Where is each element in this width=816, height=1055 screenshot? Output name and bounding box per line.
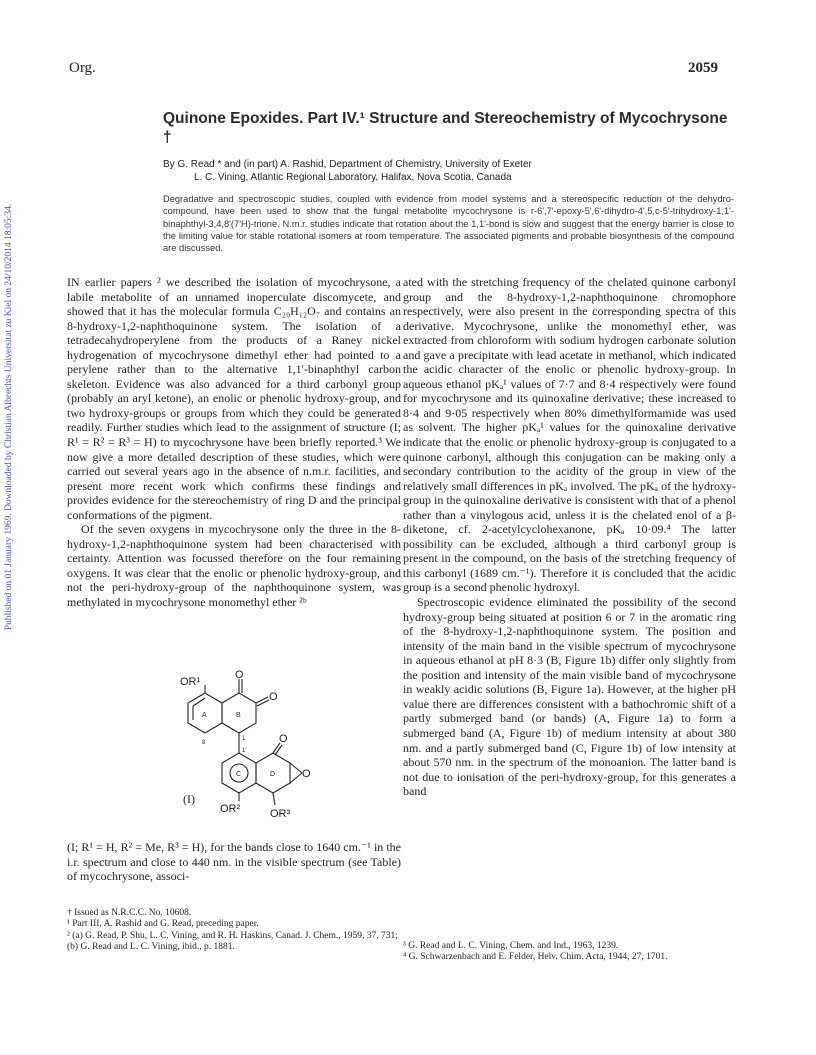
body-paragraph: ated with the stretching frequency of the chelated quinone carbonyl group and the 8-hydroxy-1,2-naphthoquinone chromophore respectively, were also present in the corresponding spectra of this derivative. Mycochrysone, unlike the monomethyl ether, was extracted from chloroform with sodium hydrogen carbonate solution and gave a precipitate with lead acetate in methanol, which indicated the acidic character of the enolic or phenolic hydroxy-group. In aqueous ethanol pKₐ¹ values of 7·7 and 8·4 respectively were found for mycochrysone and its quinoxaline derivative; these increased to 8·4 and 9·05 respectively when 80% dimethylformamide was used as solvent. The higher pKₐ¹ values for the quinoxaline derivative indicate that the enolic or phenolic hydroxy-group is conjugated to a quinone carbonyl, although this conjugation can be making only a secondary contribution to the acidity of the group in view of the relatively small differences in pKₐ involved. The pKₐ of the hydroxy-group in the quinoxaline derivative is consistent with that of a phenol rather than a vinylogous acid, unless it is the chelated enol of a β-diketone, cf. 2-acetylcyclohexanone, pKₐ 10·09.⁴ The latter possibility can be excluded, although a third carbonyl group is present in the compound, on the basis of the stretching frequency of this carbonyl (1689 cm.⁻¹). Therefore it is concluded that the acidic group is a second phenolic hydroxyl. bbox=[403, 275, 736, 595]
footnote: ³ G. Read and L. C. Vining, Chem. and Ind., 1963, 1239. bbox=[403, 941, 619, 951]
or2-label: OR² bbox=[220, 803, 241, 815]
download-watermark-text: Published on 01 January 1969. Downloaded by Christian Albrechts Universitat zu Kiel on 24/10/2014 18:05:34. bbox=[4, 203, 14, 631]
position-8-label: 8 bbox=[202, 740, 206, 746]
body-paragraph: IN earlier papers ² we described the isolation of mycochrysone, a labile metabolite of an unnamed inoperculate discomycete, and showed that it has the molecular formula C₂₀H₁₂O₇ and contains an 8-hydroxy-1,2-naphthoquinone system. The isolation of a tetradecahydroperylene from the products of a Raney nickel hydrogenation of mycochrysone dimethyl ether had pointed to a perylene rather than to the alternative 1,1'-binaphthyl carbon skeleton. Evidence was also advanced for a third carbonyl group (probably an aryl ketone), an enolic or phenolic hydroxy-group, and two hydroxy-groups or groups from which they could be generated readily. Further studies which lead to the assignment of structure (I; R¹ = R² = R³ = H) to mycochrysone have been briefly reported.³ We now give a more detailed description of these studies, which were carried out several years ago in the absence of n.m.r. facilities, and present more recent work which confirms these findings and provides evidence for the stereochemistry of ring D and the principal conformations of the pigment. bbox=[67, 275, 401, 522]
compound-label: (I) bbox=[183, 792, 195, 806]
footnote: ² (a) G. Read, P. Shu, L. C. Vining, and R. H. Haskins, Canad. J. Chem., 1959, 37, 731; (b) G. Read and L. C. Vining, ibid., p. 1881. bbox=[67, 930, 398, 952]
position-1prime-label: 1' bbox=[242, 748, 247, 754]
carbonyl-o-right: O bbox=[269, 691, 278, 703]
article-title: Quinone Epoxides. Part IV.¹ Structure and Stereochemistry of Mycochrysone † bbox=[163, 110, 728, 146]
chemical-structure-I bbox=[162, 667, 342, 832]
authors-line-2: L. C. Vining, Atlantic Regional Laboratory, Halifax, Nova Scotia, Canada bbox=[194, 172, 512, 183]
footnote: ¹ Part III, A. Rashid and G. Read, preceding paper. bbox=[67, 919, 259, 930]
body-paragraph: (I; R¹ = H, R² = Me, R³ = H), for the bands close to 1640 cm.⁻¹ in the i.r. spectrum and close to 440 nm. in the visible spectrum (see Table) of mycochrysone, associ- bbox=[67, 840, 401, 884]
journal-section: Org. bbox=[69, 60, 96, 76]
download-watermark bbox=[2, 150, 16, 690]
body-paragraph: Of the seven oxygens in mycochrysone only the three in the 8-hydroxy-1,2-naphthoquinone system had been characterised with certainty. Attention was focussed therefore on the four remaining oxygens. It was clear that the enolic or phenolic hydroxy-group, and not the peri-hydroxy-group of the naphthoquinone system, was methylated in mycochrysone monomethyl ether ²ᵇ bbox=[67, 522, 401, 610]
left-column-bottom bbox=[67, 840, 401, 884]
left-column-top bbox=[67, 275, 401, 610]
body-paragraph: Spectroscopic evidence eliminated the possibility of the second hydroxy-group being situated at position 6 or 7 in the aromatic ring of the 8-hydroxy-1,2-naphthoquinone system. The position and intensity of the main band in the visible spectrum of mycochrysone in aqueous ethanol at pH 8·3 (B, Figure 1b) differ only slightly from the position and intensity of the main visible band of mycochrysone in weakly acidic solutions (B, Figure 1a). However, at the higher pH value there are differences consistent with a bathochromic shift of a partly submerged band (or bands) (A, Figure 1a) to form a submerged band (A, Figure 1b) of medium intensity at about 380 nm. and a partly submerged band (C, Figure 1b) of low intensity at about 570 nm. in the spectrum of the monoanion. The latter band is not due to ionisation of the peri-hydroxy-group, for this generates a band bbox=[403, 595, 736, 799]
position-1-label: 1 bbox=[242, 736, 246, 742]
ring-b-label: B bbox=[236, 712, 241, 719]
epoxide-o: O bbox=[302, 768, 311, 780]
footnote: † Issued as N.R.C.C. No. 10608. bbox=[67, 908, 192, 918]
author-block bbox=[163, 158, 743, 184]
footnote: ⁴ G. Schwarzenbach and E. Felder, Helv. Chim. Acta, 1944, 27, 1701. bbox=[403, 952, 668, 963]
page-number: 2059 bbox=[688, 60, 718, 76]
ring-c-label: C bbox=[236, 771, 242, 778]
or3-label: OR³ bbox=[270, 808, 291, 820]
ring-a-label: A bbox=[202, 712, 207, 719]
authors-line-1: By G. Read * and (in part) A. Rashid, Department of Chemistry, University of Exeter bbox=[163, 159, 532, 170]
right-column bbox=[403, 275, 736, 799]
carbonyl-o-top: O bbox=[235, 669, 244, 681]
ring-d-label: D bbox=[270, 771, 276, 778]
or1-label: OR¹ bbox=[180, 676, 201, 688]
carbonyl-o-mid: O bbox=[279, 733, 288, 745]
abstract: Degradative and spectroscopic studies, coupled with evidence from model systems and a stereospecific reduction of the dehydro-compound, have been used to show that the fungal metabolite mycochrysone is r-6',7'-epoxy-5',6'-dihydro-4',5,c-5'-trihydroxy-1,1'-binaphthyl-3,4,8'(7'H)-trione. N.m.r. studies indicate that rotation about the 1,1'-bond is slow and suggest that the energy barrier is close to the limiting value for stable rotational isomers at room temperature. The associated pigments and probable biosynthesis of the compound are discussed. bbox=[163, 194, 734, 254]
footnotes-right bbox=[403, 941, 736, 964]
footnotes-left bbox=[67, 908, 401, 953]
